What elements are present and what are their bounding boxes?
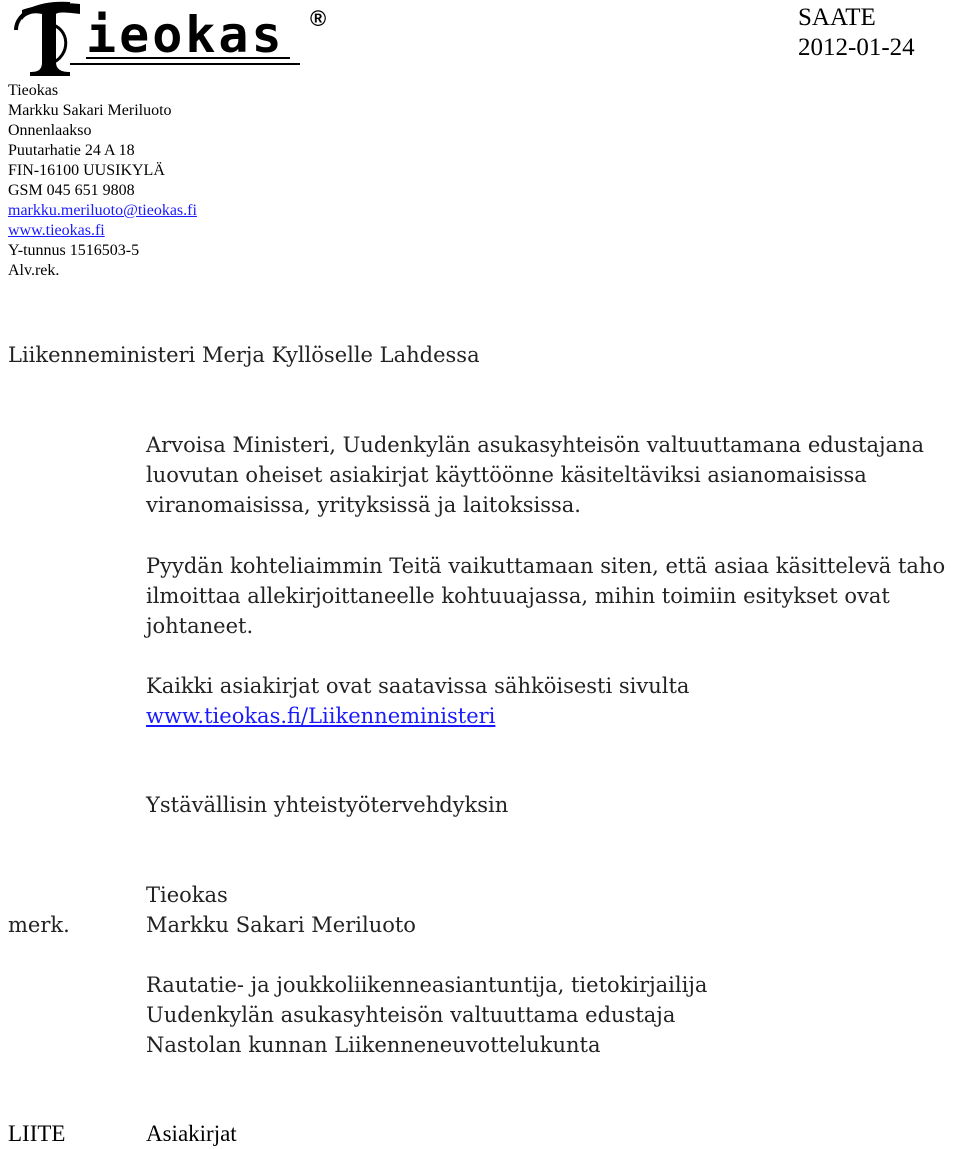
logo-wordmark: ieokas xyxy=(86,6,285,64)
sender-line: GSM 045 651 9808 xyxy=(8,182,135,199)
business-id: Y-tunnus 1516503-5 xyxy=(8,242,140,259)
sender-line: Onnenlaakso xyxy=(8,122,92,139)
sender-line: Tieokas xyxy=(8,82,59,99)
closing-greeting: Ystävällisin yhteistyötervehdyksin xyxy=(146,793,509,817)
sender-website-link[interactable]: www.tieokas.fi xyxy=(8,222,105,239)
vat-registration: Alv.rek. xyxy=(8,262,60,279)
documents-availability-text: Kaikki asiakirjat ovat saatavissa sähköisesti sivulta xyxy=(146,674,690,698)
attachment-value: Asiakirjat xyxy=(146,1121,237,1146)
signature-title-line: Nastolan kunnan Liikenneneuvottelukunta xyxy=(146,1033,601,1057)
body-paragraph-2: Pyydän kohteliaimmin Teitä vaikuttamaan siten, että asiaa käsittelevä taho ilmoittaa allekirjoittaneelle kohtuuajassa, mihin toimiin esitykset ovat johtaneet. xyxy=(146,554,946,638)
sender-address-block xyxy=(8,81,197,281)
signature-title-line: Rautatie- ja joukkoliikenneasiantuntija, tietokirjailija xyxy=(146,973,708,997)
signature-person: Markku Sakari Meriluoto xyxy=(146,913,416,937)
document-date: 2012-01-24 xyxy=(798,34,915,61)
recipient-line: Liikenneministeri Merja Kyllöselle Lahdessa xyxy=(8,343,480,367)
documents-link[interactable]: www.tieokas.fi/Liikenneministeri xyxy=(146,704,496,728)
signature-merk: merk. xyxy=(8,913,70,937)
tieokas-logo xyxy=(10,0,330,80)
logo-t-glyph xyxy=(16,3,80,76)
attachment-label: LIITE xyxy=(8,1121,66,1146)
sender-line: FIN-16100 UUSIKYLÄ xyxy=(8,162,165,179)
body-paragraph-3 xyxy=(146,671,956,731)
registered-mark: ® xyxy=(310,6,327,31)
sender-line: Puutarhatie 24 A 18 xyxy=(8,142,135,159)
document-type: SAATE xyxy=(798,4,876,31)
sender-line: Markku Sakari Meriluoto xyxy=(8,102,172,119)
signature-titles xyxy=(146,970,707,1060)
signature-org: Tieokas xyxy=(146,883,228,907)
signature-title-line: Uudenkylän asukasyhteisön valtuuttama edustaja xyxy=(146,1003,676,1027)
body-paragraph-1: Arvoisa Ministeri, Uudenkylän asukasyhteisön valtuuttamana edustajana luovutan oheiset asiakirjat käyttöönne käsiteltäviksi asianomaisissa viranomaisissa, yrityksissä ja laitoksissa. xyxy=(146,433,925,517)
sender-email-link[interactable]: markku.meriluoto@tieokas.fi xyxy=(8,202,197,219)
